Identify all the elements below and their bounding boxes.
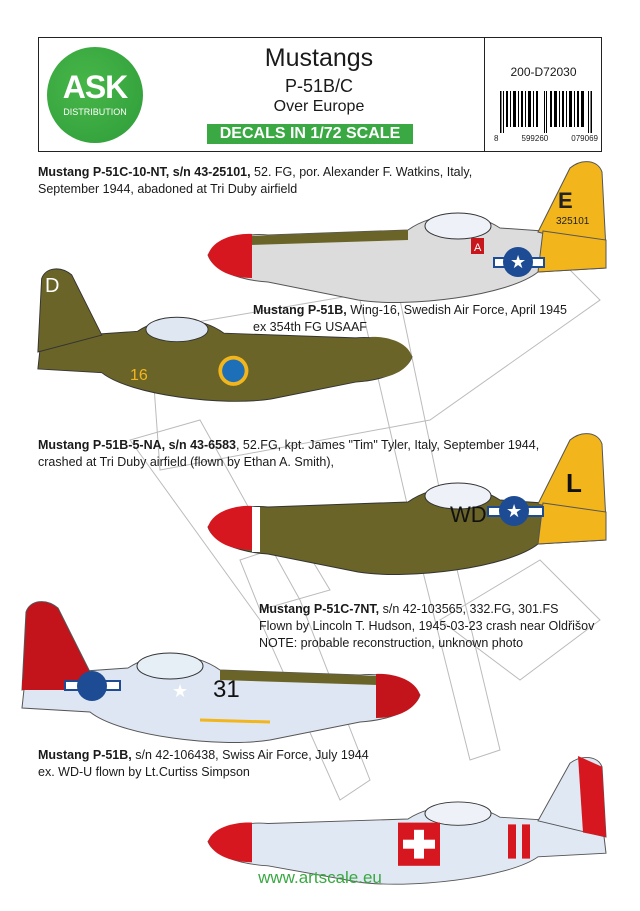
subtitle: P-51B/C bbox=[284, 76, 354, 96]
svg-text:★: ★ bbox=[506, 501, 523, 521]
barcode-digits bbox=[494, 134, 598, 143]
profile-1-caption bbox=[38, 164, 472, 198]
caption-line: ex. WD-U flown by Lt.Curtiss Simpson bbox=[38, 765, 250, 779]
caption-text: Wing-16, Swedish Air Force, April 1945 bbox=[346, 303, 568, 317]
caption-text: 52. FG, por. Alexander F. Watkins, Italy, bbox=[250, 165, 473, 179]
subtitle-2: Over Europe bbox=[273, 98, 365, 115]
profile-2-caption bbox=[253, 302, 567, 336]
barcode-digit-group: 8 bbox=[494, 134, 499, 143]
caption-line: crashed at Tri Duby airfield (flown by Ethan A. Smith), bbox=[38, 455, 334, 469]
barcode-icon bbox=[500, 91, 592, 133]
profile-3-caption bbox=[38, 437, 539, 471]
caption-text: s/n 42-103565, 332.FG, 301.FS bbox=[379, 602, 559, 616]
caption-line: September 1944, abadoned at Tri Duby airfield bbox=[38, 182, 298, 196]
title: Mustangs bbox=[264, 44, 374, 72]
profile-4-caption bbox=[259, 601, 594, 652]
caption-title: Mustang P-51B, bbox=[253, 303, 347, 317]
caption-text: s/n 42-106438, Swiss Air Force, July 1944 bbox=[131, 748, 369, 762]
code-number: 16 bbox=[130, 367, 148, 384]
caption-title: Mustang P-51C-10-NT, s/n 43-25101, bbox=[38, 165, 251, 179]
scale-banner: DECALS IN 1/72 SCALE bbox=[207, 124, 413, 144]
caption-title: Mustang P-51C-7NT, bbox=[259, 602, 380, 616]
product-code: 200-D72030 bbox=[510, 65, 577, 79]
tail-letter: D bbox=[45, 275, 60, 297]
barcode-digit-group: 079069 bbox=[571, 134, 598, 143]
tail-letter: E bbox=[558, 188, 573, 213]
caption-line: Flown by Lincoln T. Hudson, 1945-03-23 crash near Oldřišov bbox=[259, 619, 595, 633]
svg-text:★: ★ bbox=[510, 252, 527, 272]
website-link[interactable]: www.artscale.eu bbox=[258, 868, 382, 887]
logo-subtext: DISTRIBUTION bbox=[63, 107, 127, 117]
header-box bbox=[38, 37, 602, 152]
logo-text: ASK bbox=[62, 69, 128, 105]
code-number: 31 bbox=[213, 676, 240, 703]
ask-distribution-logo bbox=[47, 47, 143, 143]
tail-serial: 325101 bbox=[556, 216, 590, 227]
barcode-digit-group: 599260 bbox=[521, 134, 549, 143]
code-letters: WD bbox=[450, 502, 487, 527]
code-letter: A bbox=[474, 242, 482, 254]
svg-text:★: ★ bbox=[172, 681, 189, 701]
caption-line: ex 354th FG USAAF bbox=[253, 320, 367, 334]
caption-title: Mustang P-51B, bbox=[38, 748, 132, 762]
caption-title: Mustang P-51B-5-NA, s/n 43-6583 bbox=[38, 438, 236, 452]
profile-5-caption bbox=[38, 747, 369, 781]
tail-letter: L bbox=[566, 468, 582, 498]
caption-note: NOTE: probable reconstruction, unknown photo bbox=[259, 636, 524, 650]
caption-text: , 52.FG, kpt. James "Tim" Tyler, Italy, September 1944, bbox=[235, 438, 540, 452]
